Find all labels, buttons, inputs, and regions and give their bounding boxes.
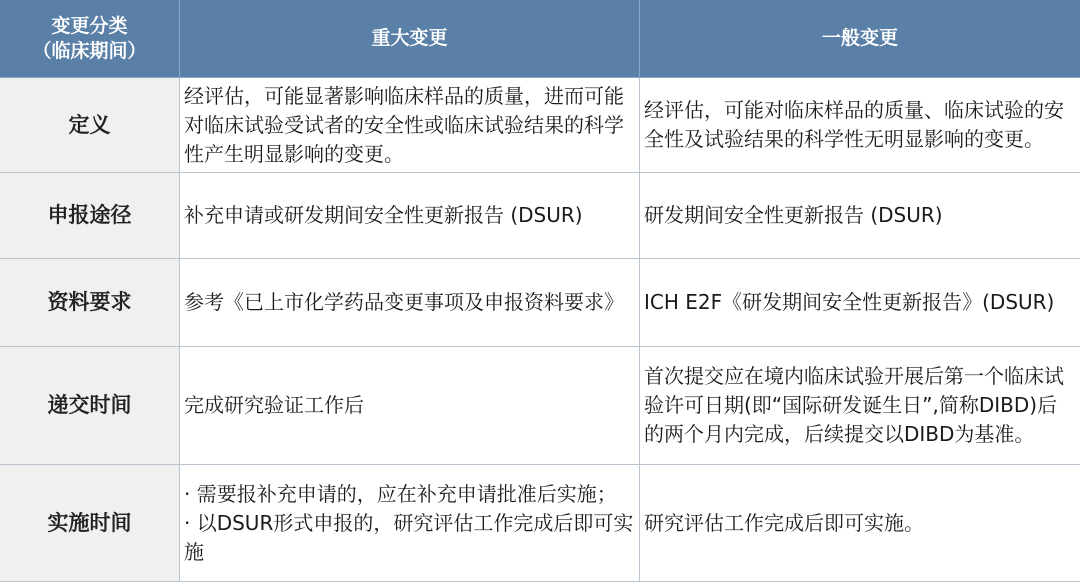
header-category-line1: 变更分类 (51, 14, 128, 37)
implementation-major-bullet-2: · 以DSUR形式申报的，研究评估工作完成后即可实施 (184, 510, 634, 564)
row-label-submission-time: 递交时间 (0, 347, 180, 465)
header-major-change: 重大变更 (180, 0, 640, 78)
filing-route-minor (640, 173, 1080, 259)
definition-minor-text: 经评估，可能对临床样品的质量、临床试验的安全性及试验结果的科学性无明显影响的变更。 (644, 98, 1064, 151)
documentation-major-text: 参考《已上市化学药品变更事项及申报资料要求》 (184, 290, 624, 314)
row-label-documentation: 资料要求 (0, 259, 180, 347)
filing-route-minor-text: 研发期间安全性更新报告 (DSUR) (644, 203, 943, 227)
documentation-minor (640, 259, 1080, 347)
filing-route-major-text: 补充申请或研发期间安全性更新报告 (DSUR) (184, 203, 583, 227)
row-label-filing-route: 申报途径 (0, 173, 180, 259)
row-label-definition: 定义 (0, 78, 180, 173)
implementation-major-bullet-1: · 需要报补充申请的，应在补充申请批准后实施； (184, 481, 617, 506)
header-minor-change: 一般变更 (640, 0, 1080, 78)
filing-route-major (180, 173, 640, 259)
implementation-time-minor-text: 研究评估工作完成后即可实施。 (644, 510, 924, 535)
definition-major (180, 78, 640, 173)
row-label-implementation-time: 实施时间 (0, 465, 180, 582)
header-category-line2: （临床期间） (32, 39, 147, 62)
definition-minor (640, 78, 1080, 173)
documentation-minor-text: ICH E2F《研发期间安全性更新报告》(DSUR) (644, 290, 1055, 314)
implementation-time-major (180, 465, 640, 582)
implementation-time-minor (640, 465, 1080, 582)
submission-time-minor (640, 347, 1080, 465)
definition-major-text: 经评估，可能显著影响临床样品的质量，进而可能对临床试验受试者的安全性或临床试验结果的科学性产生明显影响的变更。 (184, 83, 624, 166)
submission-time-minor-text: 首次提交应在境内临床试验开展后第一个临床试验许可日期(即“国际研发诞生日”,简称DIBD)后的两个月内完成，后续提交以DIBD为基准。 (644, 364, 1064, 446)
documentation-major (180, 259, 640, 347)
submission-time-major-text: 完成研究验证工作后 (184, 393, 364, 417)
header-category (0, 0, 180, 78)
submission-time-major (180, 347, 640, 465)
